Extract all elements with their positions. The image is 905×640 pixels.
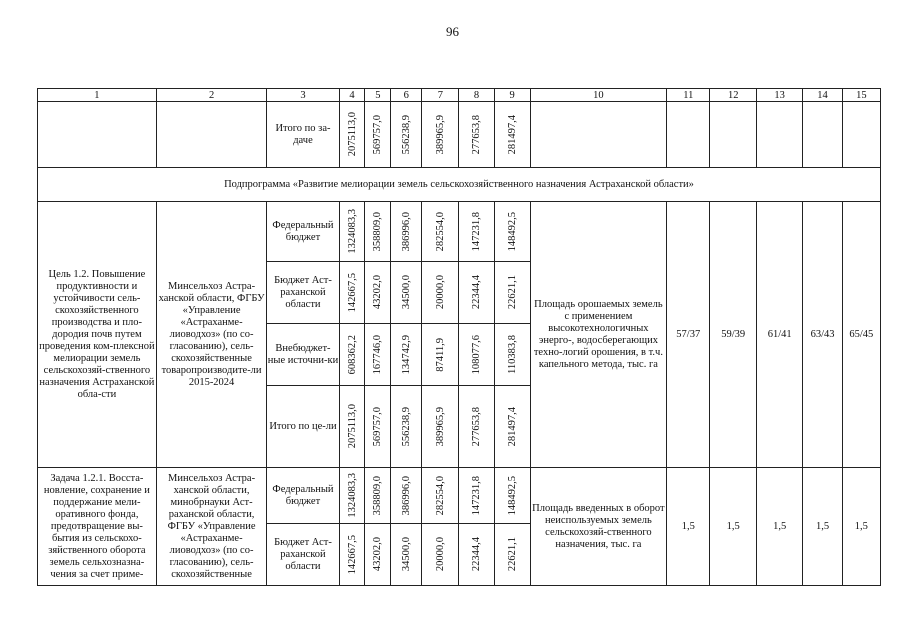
value-cell: 22621,1 [506,537,518,572]
task-row [38,468,881,524]
target-value: 61/41 [756,202,802,468]
funding-source: Бюджет Аст-раханской области [267,262,339,324]
value-cell: 358809,0 [372,475,384,516]
col-header: 13 [756,89,802,102]
value-cell: 20000,0 [434,537,446,572]
value-cell: 1324083,3 [346,473,358,518]
target-value: 65/45 [842,202,880,468]
value-cell: 22344,4 [471,275,482,310]
subprogram-title: Подпрограмма «Развитие мелиорации земель сельскохозяйственного назначения Астраханской области» [38,168,881,202]
value-cell: 148492,5 [506,475,518,516]
funding-source: Внебюджет-ные источни-ки [267,324,339,386]
value-cell: 20000,0 [434,275,446,310]
value-cell: 1324083,3 [346,209,358,254]
col-header: 6 [391,89,422,102]
col-header: 15 [842,89,880,102]
value-cell: 2075113,0 [346,404,358,449]
value-cell: 282554,0 [434,211,446,252]
row-label: Итого по за- даче [267,102,339,168]
col-header: 4 [339,89,365,102]
value-cell: 389965,9 [434,114,446,155]
value-cell: 22621,1 [506,275,518,310]
funding-source: Бюджет Аст-раханской области [267,524,339,586]
goal-executors: Минсельхоз Астра-ханской области, ФГБУ «Управление «Астраханме-лиоводхоз» (по со-гласованию), сель-скохозяйственные товаропроизводите-ли 2015-2024 [156,202,267,468]
indicator-text: Площадь введенных в оборот неиспользуемых земель сельскохозяй-ственного назначения, тыс. га [530,468,666,586]
funding-source: Итого по це-ли [267,386,339,468]
indicator-text: Площадь орошаемых земель с применением высокотехнологичных энерго-, водосберегающих техно-логий орошения, в т.ч. капельного метода, тыс. га [530,202,666,468]
target-value: 57/37 [667,202,710,468]
task-executors: Минсельхоз Астра-ханской области, минобрнауки Аст-раханской области, ФГБУ «Управление «Астраханме-лиоводхоз» (по со-гласованию), сель-скохозяйственные [156,468,267,586]
value-cell: 134742,9 [400,334,412,375]
value-cell: 108077,6 [471,334,482,375]
col-header: 14 [803,89,842,102]
value-cell: 386996,0 [400,211,412,252]
col-header: 10 [530,89,666,102]
target-value: 1,5 [756,468,802,586]
value-cell: 277653,8 [471,114,482,155]
subprogram-row [38,168,881,202]
target-value: 1,5 [667,468,710,586]
value-cell: 147231,8 [471,211,482,252]
value-cell: 34500,0 [400,537,412,572]
funding-source: Федеральный бюджет [267,202,339,262]
value-cell: 148492,5 [506,211,518,252]
value-cell: 87411,9 [434,337,446,372]
task-text: Задача 1.2.1. Восста-новление, сохранение и поддержание мели-оративного фонда, предотвращение вы-бытия из сельскохо-зяйственного оборота земель сельхозназна-чения за счет приме- [38,468,157,586]
value-cell: 142667,5 [346,272,358,313]
value-cell: 569757,0 [372,114,384,155]
target-value: 59/39 [710,202,756,468]
value-cell: 556238,9 [400,406,412,447]
value-cell: 147231,8 [471,475,482,516]
value-cell: 2075113,0 [346,112,358,157]
target-value: 1,5 [803,468,842,586]
value-cell: 608362,2 [346,334,358,375]
col-header: 5 [365,89,391,102]
goal-text: Цель 1.2. Повышение продуктивности и устойчивости сель-скохозяйственного производства и пло-дородия почв путем проведения ком-плексной мелиорации земель сельскохозяй-ственного назначения Астраханской обла-сти [38,202,157,468]
funding-source: Федеральный бюджет [267,468,339,524]
value-cell: 22344,4 [471,537,482,572]
col-header: 3 [267,89,339,102]
value-cell: 556238,9 [400,114,412,155]
target-value: 63/43 [803,202,842,468]
target-value: 1,5 [842,468,880,586]
value-cell: 281497,4 [506,114,518,155]
value-cell: 43202,0 [372,537,384,572]
col-header: 7 [422,89,459,102]
value-cell: 167746,0 [372,334,384,375]
goal-row [38,202,881,262]
program-table [37,88,881,586]
col-header: 8 [459,89,494,102]
value-cell: 281497,4 [506,406,518,447]
value-cell: 358809,0 [372,211,384,252]
page-number: 96 [446,24,459,39]
column-numbers-row [38,89,881,102]
col-header: 12 [710,89,756,102]
value-cell: 110383,8 [506,335,518,374]
col-header: 2 [156,89,267,102]
task-total-row [38,102,881,168]
value-cell: 34500,0 [400,275,412,310]
value-cell: 142667,5 [346,534,358,575]
value-cell: 43202,0 [372,275,384,310]
value-cell: 569757,0 [372,406,384,447]
value-cell: 389965,9 [434,406,446,447]
col-header: 1 [38,89,157,102]
col-header: 9 [494,89,530,102]
value-cell: 282554,0 [434,475,446,516]
col-header: 11 [667,89,710,102]
value-cell: 386996,0 [400,475,412,516]
target-value: 1,5 [710,468,756,586]
value-cell: 277653,8 [471,406,482,447]
